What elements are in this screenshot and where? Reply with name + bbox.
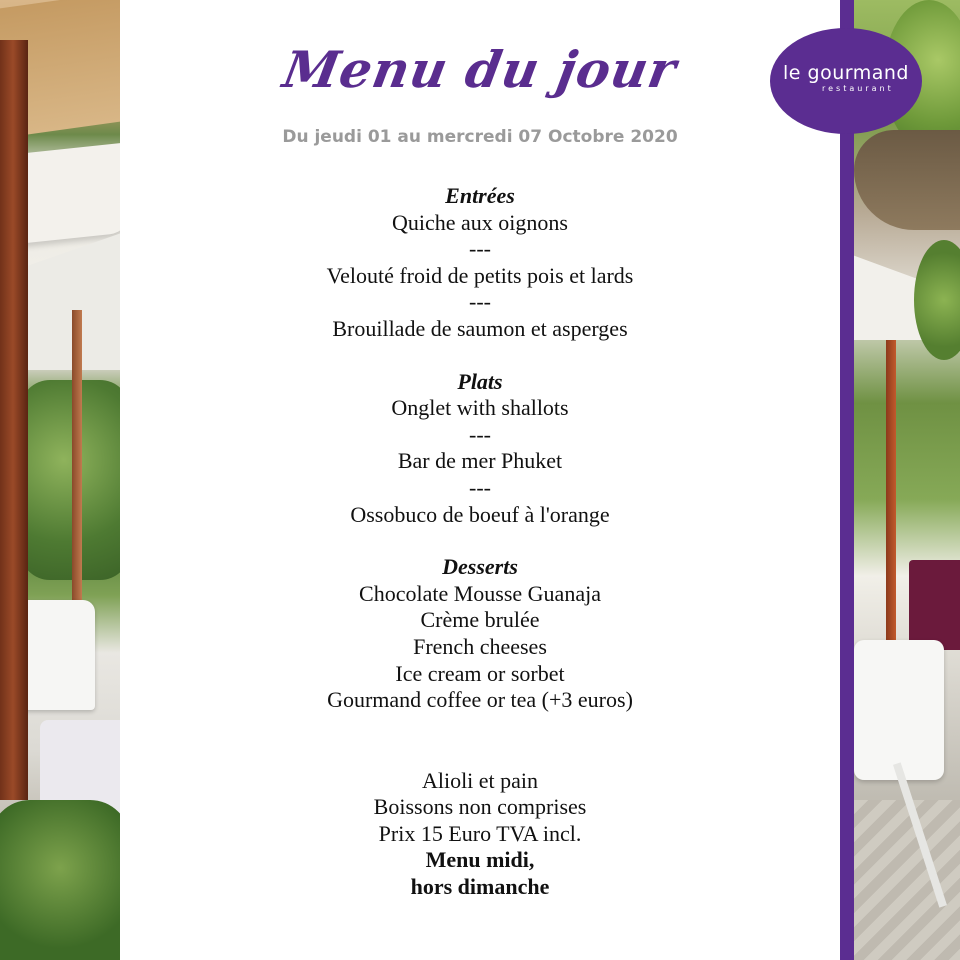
bush <box>20 380 120 580</box>
section-heading-desserts: Desserts <box>442 554 518 580</box>
menu-item: Onglet with shallots <box>391 395 569 421</box>
patio-table <box>909 560 960 650</box>
separator: --- <box>469 421 491 447</box>
patio-chair <box>854 640 944 780</box>
tree-branch <box>854 130 960 230</box>
plant <box>0 800 120 960</box>
menu-item: Bar de mer Phuket <box>397 448 563 474</box>
menu-content <box>120 183 840 901</box>
menu-card <box>120 0 840 960</box>
menu-item: Chocolate Mousse Guanaja <box>359 580 601 606</box>
footer-note: Menu midi, <box>425 847 535 873</box>
menu-item: Quiche aux oignons <box>392 209 568 235</box>
logo-subtitle: restaurant <box>822 84 894 93</box>
menu-dates: Du jeudi 01 au mercredi 07 Octobre 2020 <box>282 127 678 147</box>
terrace-photo-left <box>0 0 120 960</box>
section-heading-plats: Plats <box>457 368 503 394</box>
separator: --- <box>469 289 491 315</box>
separator: --- <box>469 474 491 500</box>
logo-name: le gourmand <box>783 62 909 84</box>
separator: --- <box>469 236 491 262</box>
footer-line: Boissons non comprises <box>373 794 587 820</box>
terrace-photo-right <box>854 0 960 960</box>
price-line: Prix 15 Euro TVA incl. <box>378 820 582 846</box>
purple-accent-bar <box>840 0 854 960</box>
tree-foliage <box>914 240 960 360</box>
paved-ground <box>854 800 960 960</box>
menu-title: Menu du jour <box>278 40 682 99</box>
section-heading-entrees: Entrées <box>445 183 515 208</box>
restaurant-logo <box>770 28 922 134</box>
menu-item: French cheeses <box>413 633 547 659</box>
parasol-pole <box>0 40 28 800</box>
footer-note: hors dimanche <box>410 874 550 900</box>
menu-item: Crème brulée <box>420 607 540 633</box>
menu-item: Brouillade de saumon et asperges <box>332 315 628 341</box>
parasol-pole <box>72 310 82 610</box>
parasol-pole <box>886 340 896 660</box>
menu-item: Gourmand coffee or tea (+3 euros) <box>327 687 633 713</box>
menu-item: Velouté froid de petits pois et lards <box>326 262 634 288</box>
menu-item: Ice cream or sorbet <box>395 660 565 686</box>
footer-line: Alioli et pain <box>421 767 539 793</box>
menu-item: Ossobuco de boeuf à l'orange <box>350 501 610 527</box>
